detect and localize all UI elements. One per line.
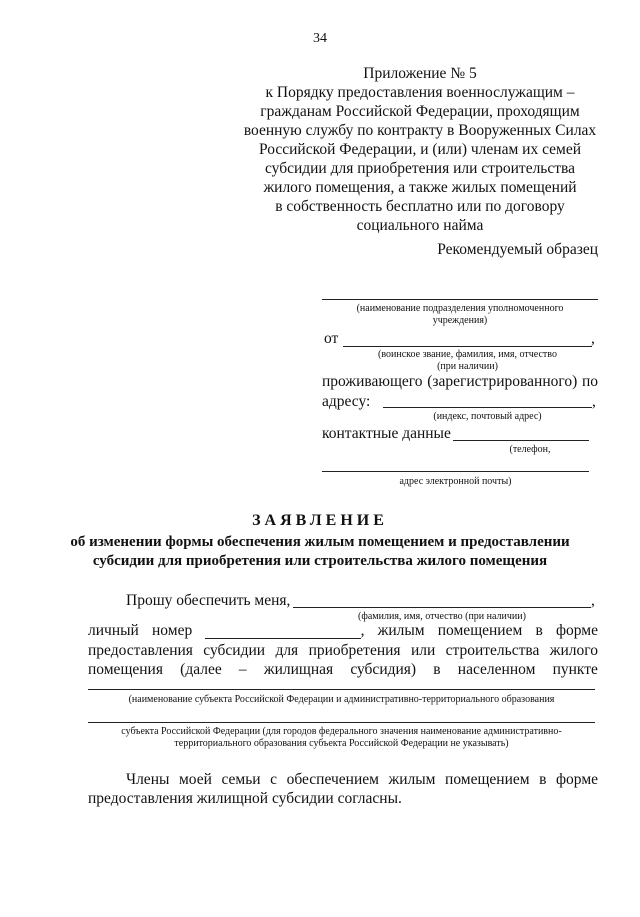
comma: ,	[591, 592, 595, 609]
appendix-line: субсидии для приобретения или строительства	[264, 160, 576, 177]
document-subtitle-line1: об изменении формы обеспечения жилым помещением и предоставлении	[70, 534, 570, 550]
appendix-header	[240, 64, 600, 235]
appendix-line: в собственность бесплатно или по договору	[275, 198, 565, 215]
rank-name-line[interactable]	[343, 346, 592, 347]
body-line: предоставления субсидии для приобретения или строительства жилого	[88, 642, 598, 659]
full-name-line[interactable]	[293, 607, 591, 608]
contact-label: контактные данные	[322, 425, 451, 442]
comma: ,	[592, 393, 596, 410]
family-consent-line2: предоставления жилищной субсидии согласны.	[88, 790, 402, 807]
from-label: от	[324, 330, 339, 347]
phone-line[interactable]	[453, 440, 589, 441]
locality-line[interactable]	[88, 689, 595, 690]
residing-line: проживающего (зарегистрированного) по	[322, 373, 599, 390]
region-note: субъекта Российской Федерации (для городов федерального значения наименование административно- территориального образования субъекта Российской Федерации не указывать)	[121, 726, 562, 749]
address-label: адресу:	[322, 393, 371, 410]
email-line[interactable]	[322, 471, 589, 472]
appendix-line: Российской Федерации, и (или) членам их семей	[258, 141, 582, 158]
full-name-note: (фамилия, имя, отчество (при наличии)	[358, 611, 526, 622]
address-line[interactable]	[383, 407, 592, 408]
document-subtitle-line2: субсидии для приобретения или строительства жилого помещения	[92, 553, 548, 569]
request-label: Прошу обеспечить меня,	[126, 592, 291, 609]
appendix-line: к Порядку предоставления военнослужащим –	[265, 84, 575, 101]
appendix-line: военную службу по контракту в Вооруженных Силах	[243, 122, 597, 139]
locality-note: (наименование субъекта Российской Федерации и административно-территориального образования	[128, 694, 555, 705]
family-consent-line1: Члены моей семьи с обеспечением жилым помещением в форме	[126, 771, 599, 788]
region-line[interactable]	[88, 722, 595, 723]
document-title: ЗАЯВЛЕНИЕ	[252, 512, 388, 529]
email-note: адрес электронной почты)	[399, 476, 512, 487]
appendix-line: гражданам Российской Федерации, проходящим	[260, 103, 580, 120]
address-note: (индекс, почтовый адрес)	[433, 411, 542, 422]
appendix-line: жилого помещения, а также жилых помещений	[263, 179, 577, 196]
personal-number-field[interactable]	[205, 622, 361, 639]
sample-label: Рекомендуемый образец	[437, 241, 598, 258]
appendix-line: социального найма	[356, 217, 484, 234]
unit-name-line[interactable]	[322, 299, 598, 300]
phone-note: (телефон,	[509, 444, 551, 455]
body-line: помещения (далее – жилищная субсидия) в населенном пункте	[88, 661, 598, 678]
rank-name-note: (воинское звание, фамилия, имя, отчество (при наличии)	[378, 349, 557, 372]
appendix-line: Приложение № 5	[363, 65, 477, 82]
comma: ,	[591, 330, 595, 347]
body-line-personal-number: личный номер , жилым помещением в форме	[88, 622, 598, 639]
unit-name-note: (наименование подразделения уполномоченного учреждения)	[356, 303, 564, 326]
page-number: 34	[313, 31, 327, 46]
